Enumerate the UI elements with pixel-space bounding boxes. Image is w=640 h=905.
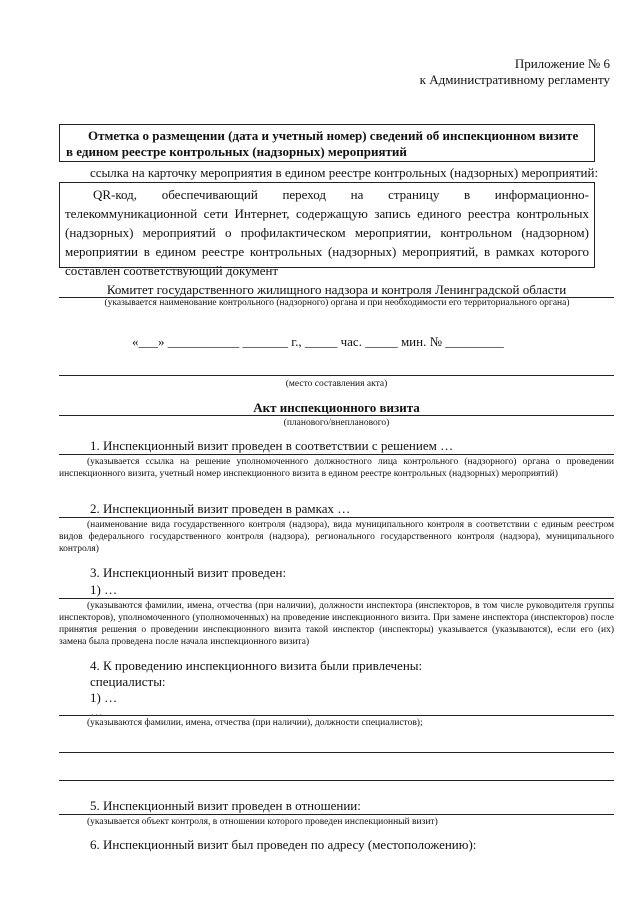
section-3-item-1: 1) …	[90, 582, 118, 597]
section-5-underline	[59, 814, 614, 815]
registry-mark-title-line1: Отметка о размещении (дата и учетный номер) сведений об инспекционном визите	[88, 128, 579, 143]
card-link-label: ссылка на карточку мероприятия в едином реестре контрольных (надзорных) мероприятий:	[90, 165, 599, 180]
section-4-specialists-label: специалисты:	[90, 674, 166, 689]
date-time-number-line: «___» ___________ _______ г., _____ час. _____ мин. № _________	[132, 334, 504, 349]
place-hint: (место составления акта)	[285, 379, 388, 389]
section-1-underline	[59, 454, 614, 455]
section-2-hint: (наименование вида государственного контроля (надзора), вида муниципального контроля в соответствии с единым реестром видов федерального государственного контроля (надзора), регионального государственного контроля (надзора), муниципального контроля)	[59, 520, 614, 554]
section-6-text: 6. Инспекционный визит был проведен по адресу (местоположению):	[90, 837, 477, 852]
section-1-hint: (указывается ссылка на решение уполномоченного должностного лица контрольного (надзорного) органа о проведении инспекционного визита, учетный номер инспекционного визита в едином реестре контрольных (надзорных) мероприятий)	[59, 457, 614, 479]
section-4-blank-line-2	[59, 780, 614, 781]
act-title: Акт инспекционного визита	[253, 400, 420, 415]
section-4-text: 4. К проведению инспекционного визита были привлечены:	[90, 658, 423, 673]
section-4-blank-line-1	[59, 752, 614, 753]
authority-hint: (указывается наименование контрольного (надзорного) органа и при необходимости его территориального органа)	[104, 298, 570, 308]
appendix-reference: к Административному регламенту	[419, 72, 610, 87]
registry-mark-box	[59, 124, 595, 162]
qr-code-box: QR-код, обеспечивающий переход на страницу в информационно-телекоммуникационной сети Интернет, содержащую запись единого реестра контрольных (надзорных) мероприятий о профилактическом мероприятии, контрольном (надзорном) мероприятии в едином реестре контрольных (надзорных) мероприятий, в рамках которого составлен соответствующий документ	[59, 182, 595, 268]
section-5-hint: (указывается объект контроля, в отношении которого проведен инспекционный визит)	[87, 817, 438, 827]
section-2-underline	[59, 517, 614, 518]
authority-name: Комитет государственного жилищного надзора и контроля Ленинградской области	[106, 282, 567, 297]
appendix-number: Приложение № 6	[514, 56, 610, 71]
act-title-underline	[59, 415, 614, 416]
section-4-ellipsis: …	[90, 704, 103, 719]
section-3-text: 3. Инспекционный визит проведен:	[90, 565, 287, 580]
section-1-text: 1. Инспекционный визит проведен в соответствии с решением …	[90, 438, 454, 453]
appendix-header	[420, 56, 610, 88]
place-underline	[59, 375, 614, 376]
section-4-hint: (указываются фамилии, имена, отчества (при наличии), должности специалистов);	[87, 718, 423, 728]
act-subtitle: (планового/внепланового)	[283, 418, 390, 428]
section-3-underline	[59, 598, 614, 599]
section-5-text: 5. Инспекционный визит проведен в отношении:	[90, 798, 361, 813]
section-2-text: 2. Инспекционный визит проведен в рамках …	[90, 501, 351, 516]
section-3-hint: (указываются фамилии, имена, отчества (при наличии), должности инспектора (инспекторов, в том числе руководителя группы инспекторов), уполномоченного (уполномоченных) на проведение инспекционного визита. При замене инспектора (инспекторов) после принятия решения о проведении инспекционного визита такой инспектор (инспекторы) указывается (указываются), если его (их) замена была проведена после начала инспекционного визита)	[59, 601, 614, 647]
section-4-underline	[59, 715, 614, 716]
section-4-item-1: 1) …	[90, 690, 118, 705]
registry-mark-title-line2: в едином реестре контрольных (надзорных) мероприятий	[66, 144, 407, 159]
